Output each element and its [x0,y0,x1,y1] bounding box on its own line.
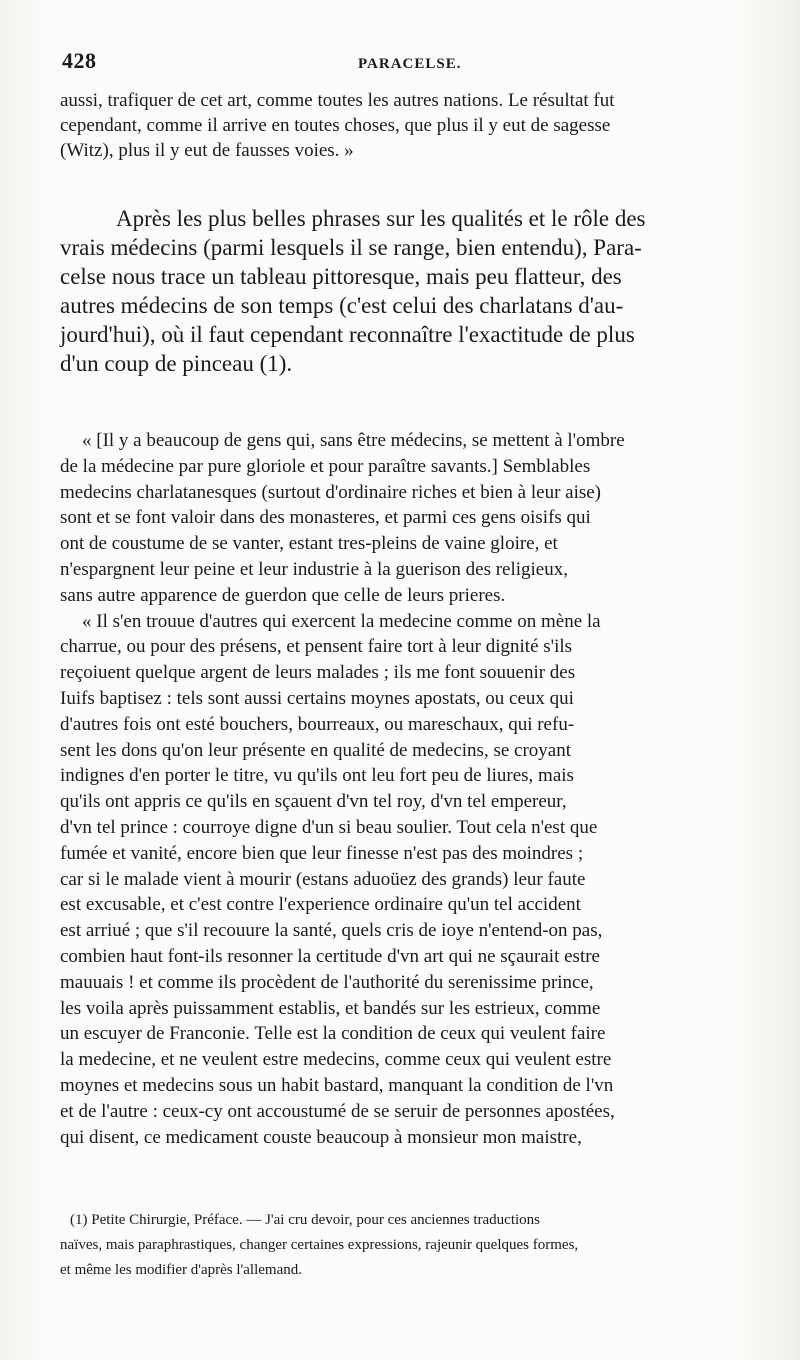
paragraph-line: jourd'hui), où il faut cependant reconnaître l'exactitude de plus [60,322,635,347]
quote-line: de la médecine par pure gloriole et pour paraître savants.] Semblables [60,455,591,477]
quote-line: Iuifs baptisez : tels sont aussi certains moynes apostats, ou ceux qui [60,687,574,709]
quote-line: qui disent, ce medicament couste beaucoup à monsieur mon maistre, [60,1126,582,1148]
quote-line: sont et se font valoir dans des monasteres, et parmi ces gens oisifs qui [60,507,591,529]
quote-line: la medecine, et ne veulent estre medecins, comme ceux qui veulent estre [60,1049,612,1071]
quote-line: mauuais ! et comme ils procèdent de l'authorité du serenissime prince, [60,971,594,993]
quote-line: aussi, trafiquer de cet art, comme toutes les autres nations. Le résultat fut [60,90,615,111]
quote-line: cependant, comme il arrive en toutes choses, que plus il y eut de sagesse [60,115,611,136]
footnote-line: naïves, mais paraphrastiques, changer certaines expressions, rajeunir quelques formes, [60,1237,579,1253]
quote-line: est excusable, et c'est contre l'experience ordinaire qu'un tel accident [60,894,581,916]
quote-line: moynes et medecins sous un habit bastard, manquant la condition de l'vn [60,1074,614,1096]
quote-line: qu'ils ont appris ce qu'ils en sçauent d'vn tel roy, d'vn tel empereur, [60,791,567,813]
footnote-line: (1) Petite Chirurgie, Préface. — J'ai cru devoir, pour ces anciennes traductions [70,1212,541,1228]
quote-line: charrue, ou pour des présens, et pensent faire tort à leur dignité s'ils [60,636,573,658]
quotation-block [60,428,765,1150]
paragraph-line: vrais médecins (parmi lesquels il se range, bien entendu), Para- [60,235,642,260]
quote-line: est arriué ; que s'il recouure la santé, quels cris de ioye n'entend-on pas, [60,920,603,942]
paragraph-line: d'un coup de pinceau (1). [60,351,293,376]
quote-line: sans autre apparence de guerdon que celle de leurs prieres. [60,584,506,606]
quote-line: reçoiuent quelque argent de leurs malades ; ils me font souuenir des [60,662,576,684]
quote-line: fumée et vanité, encore bien que leur finesse n'est pas des moindres ; [60,842,584,864]
quote-line: « Il s'en trouue d'autres qui exercent la medecine comme on mène la [82,610,601,632]
page-number: 428 [62,48,97,73]
quote-line: et de l'autre : ceux-cy ont accoustumé de se seruir de personnes apostées, [60,1100,615,1122]
paragraph-line: celse nous trace un tableau pittoresque, mais peu flatteur, des [60,264,622,289]
quote-line: n'espargnent leur peine et leur industrie à la guerison des religieux, [60,558,568,580]
quote-line: les voila après puissamment establis, et bandés sur les estrieux, comme [60,997,601,1019]
footnote [60,1208,765,1283]
quote-line: indignes d'en porter le titre, vu qu'ils ont leu fort peu de liures, mais [60,765,574,787]
quote-line: sent les dons qu'on leur présente en qualité de medecins, se croyant [60,739,571,761]
quote-line: medecins charlatanesques (surtout d'ordinaire riches et bien à leur aise) [60,481,602,503]
quote-line: car si le malade vient à mourir (estans aduoüez des grands) leur faute [60,868,586,890]
quote-line: « [Il y a beaucoup de gens qui, sans être médecins, se mettent à l'ombre [82,430,625,451]
continued-quotation [60,88,765,163]
paragraph-line: autres médecins de son temps (c'est celui des charlatans d'au- [60,293,624,318]
quote-line: combien haut font-ils resonner la certitude d'vn art qui ne sçaurait estre [60,945,600,967]
quote-line: d'vn tel prince : courroye digne d'un si beau soulier. Tout cela n'est que [60,816,598,838]
footnote-line: et même les modifier d'après l'allemand. [60,1262,302,1278]
quote-line: (Witz), plus il y eut de fausses voies. » [60,140,354,161]
running-title: PARACELSE. [358,56,462,72]
quote-line: un escuyer de Franconie. Telle est la condition de ceux qui veulent faire [60,1023,606,1045]
paragraph-line: Après les plus belles phrases sur les qualités et le rôle des [116,206,646,231]
main-paragraph [60,204,765,378]
page-header [62,46,762,76]
quote-line: d'autres fois ont esté bouchers, bourreaux, ou mareschaux, qui refu- [60,713,575,735]
quote-line: ont de coustume de se vanter, estant tres-pleins de vaine gloire, et [60,533,558,555]
